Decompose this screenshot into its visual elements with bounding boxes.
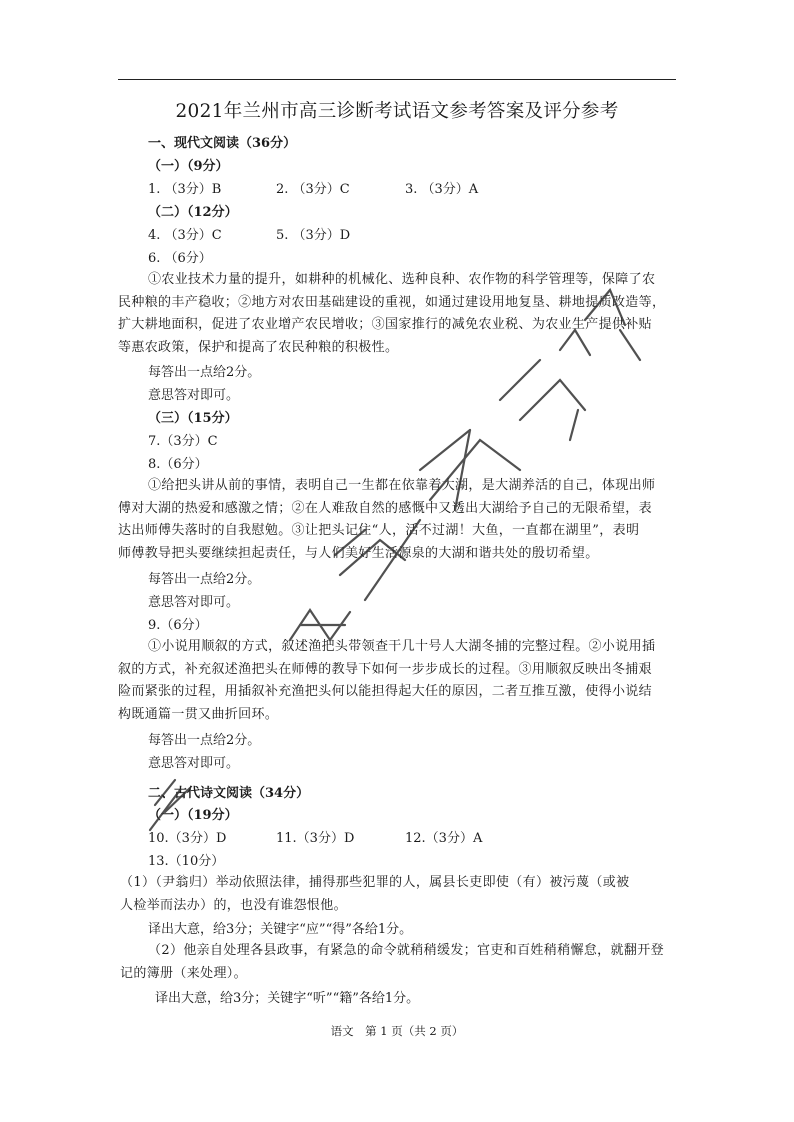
answer-row xyxy=(148,831,648,847)
score-note: 每答出一点给2分。 xyxy=(148,733,261,748)
question-label: 8.（6分） xyxy=(148,457,208,472)
answer-paragraph xyxy=(120,940,664,985)
answer-paragraph xyxy=(118,636,656,726)
paragraph-line: 扩大耕地面积，促进了农业增产农民增收；③国家推行的减免农业税、为农业生产提供补贴 xyxy=(118,317,653,333)
answer-item: 5. （3分）D xyxy=(276,228,351,243)
section-heading: 一、现代文阅读（36分） xyxy=(148,136,297,151)
score-note: 译出大意，给3分；关键字“应”“得”各给1分。 xyxy=(148,922,413,937)
part-heading: （一）（9分） xyxy=(148,159,229,174)
paragraph-line: 叙的方式，补充叙述渔把头在师傅的教导下如何一步步成长的过程。③用顺叙反映出冬捕艰 xyxy=(118,661,653,677)
question-label: 6. （6分） xyxy=(148,251,212,266)
question-label: 13.（10分） xyxy=(148,854,225,869)
page-footer: 语文 第 1 页（共 2 页） xyxy=(330,1024,464,1038)
page-title: 2021年兰州市高三诊断考试语文参考答案及评分参考 xyxy=(175,101,619,122)
part-heading: （一）（19分） xyxy=(148,808,238,823)
answer-item: 1. （3分）B xyxy=(148,182,222,197)
paragraph-line: 民种粮的丰产稳收；②地方对农田基础建设的重视，如通过建设用地复垦、耕地提质改造等， xyxy=(118,294,666,310)
part-heading: （二）（12分） xyxy=(148,205,238,220)
paragraph-line: ①小说用顺叙的方式，叙述渔把头带领查干几十号人大湖冬捕的完整过程。②小说用插 xyxy=(148,639,656,654)
watermark-stroke xyxy=(500,360,540,400)
section-heading: 二、古代诗文阅读（34分） xyxy=(148,786,310,801)
paragraph-line: （2）他亲自处理各县政事，有紧急的命令就稍稍缓发；官吏和百姓稍稍懈怠，就翻开登 xyxy=(148,943,664,958)
score-note: 每答出一点给2分。 xyxy=(148,572,261,587)
part-heading: （三）（15分） xyxy=(148,411,238,426)
answer-item: 4. （3分）C xyxy=(148,228,222,243)
answer-item: 7.（3分）C xyxy=(148,434,218,449)
score-note: 意思答对即可。 xyxy=(148,595,240,610)
watermark-stroke xyxy=(420,430,470,470)
paragraph-line: 险而紧张的过程，用插叙补充渔把头何以能担得起大任的原因，二者互推互激，使得小说结 xyxy=(118,684,653,700)
answer-row xyxy=(148,228,648,244)
paragraph-line: 记的簿册（来处理）。 xyxy=(120,965,248,981)
answer-paragraph xyxy=(120,872,629,917)
paragraph-line: ①给把头讲从前的事情，表明自己一生都在依靠着大湖，是大湖养活的自己，体现出师 xyxy=(148,478,656,493)
score-note: 译出大意，给3分；关键字“听”“籍”各给1分。 xyxy=(155,991,420,1006)
score-note: 每答出一点给2分。 xyxy=(148,365,261,380)
paragraph-line: 达出师傅失落时的自我慰勉。③让把头记住“人，活不过湖！大鱼，一直都在湖里”，表明 xyxy=(118,523,640,539)
paragraph-line: ①农业技术力量的提升，如耕种的机械化、选种良种、农作物的科学管理等，保障了农 xyxy=(148,272,656,287)
paragraph-line: 等惠农政策，保护和提高了农民种粮的积极性。 xyxy=(118,339,399,355)
watermark-stroke xyxy=(520,380,585,420)
watermark-stroke xyxy=(570,410,578,440)
paragraph-line: 傅对大湖的热爱和感激之情；②在人难敌自然的感慨中又透出大湖给予自己的无限希望，表 xyxy=(118,500,653,516)
paragraph-line: （1）（尹翁归）举动依照法律，捕得那些犯罪的人，属县长吏即使（有）被污蔑（或被 xyxy=(120,875,630,890)
answer-item: 2. （3分）C xyxy=(276,182,350,197)
answer-item: 12.（3分）A xyxy=(405,831,483,846)
answer-item: 10.（3分）D xyxy=(148,831,227,846)
score-note: 意思答对即可。 xyxy=(148,756,240,771)
score-note: 意思答对即可。 xyxy=(148,388,240,403)
question-label: 9.（6分） xyxy=(148,618,208,633)
paragraph-line: 构既通篇一贯又曲折回环。 xyxy=(118,706,279,722)
answer-row xyxy=(148,182,648,198)
top-rule xyxy=(118,79,676,80)
answer-item: 3. （3分）A xyxy=(405,182,479,197)
answer-item: 11.（3分）D xyxy=(276,831,355,846)
answer-paragraph xyxy=(118,269,666,359)
paragraph-line: 人检举而法办）的，也没有谁怨恨他。 xyxy=(120,897,347,913)
paragraph-line: 师傅教导把头要继续担起责任，与人们美好生活源泉的大湖和谐共处的殷切希望。 xyxy=(118,545,599,561)
answer-paragraph xyxy=(118,475,656,565)
